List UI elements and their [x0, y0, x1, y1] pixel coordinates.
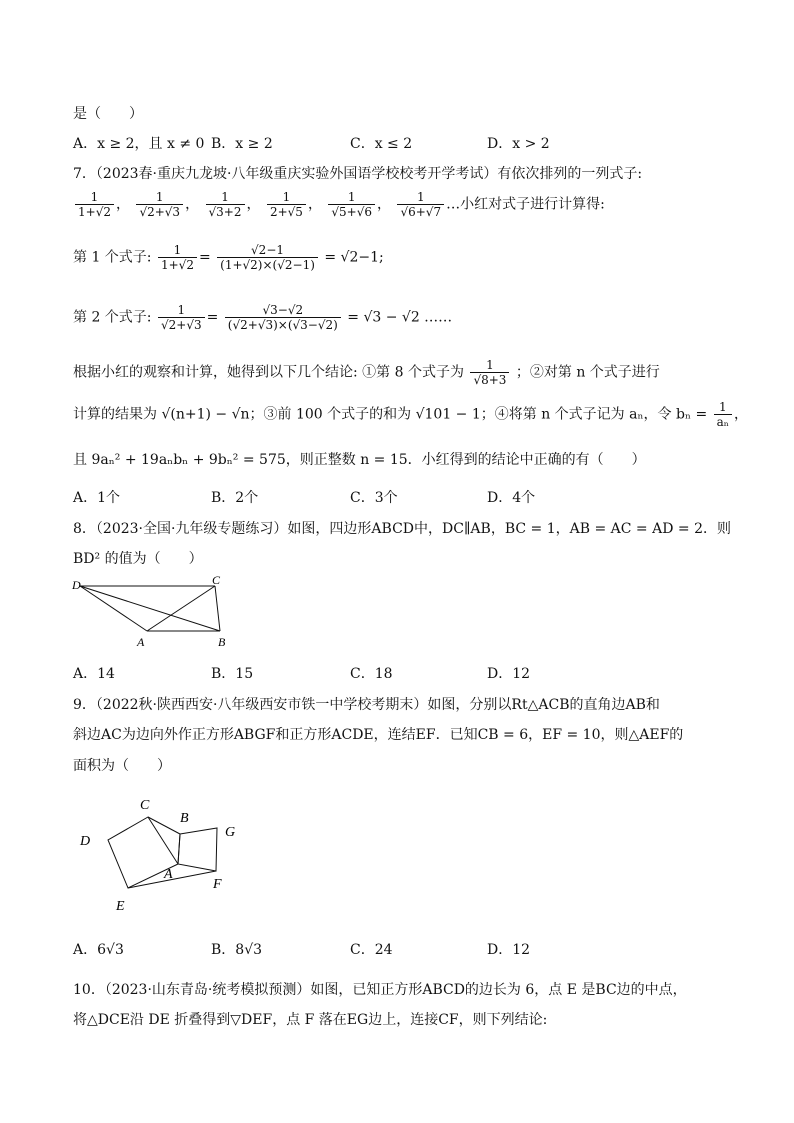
q8-stem-2: BD² 的值为（ ） — [73, 551, 203, 567]
q7-stem: 7．（2023春·重庆九龙坡·八年级重庆实验外国语学校校考开学考试）有依次排列的一列式子: — [73, 166, 643, 182]
q9-label-g: G — [225, 825, 236, 840]
q9-stem-2: 斜边AC为边向外作正方形ABGF和正方形ACDE，连结EF．已知CB = 6，EF = 10，则△AEF的 — [73, 727, 684, 743]
q10-stem-1: 10．（2023·山东青岛·统考模拟预测）如图，已知正方形ABCD的边长为 6，点 E 是BC边的中点， — [73, 982, 687, 998]
q7-calc1-label: 第 1 个式子: — [73, 249, 152, 266]
q7-calc2-label: 第 2 个式子: — [73, 309, 152, 326]
q9-edge-cb — [148, 817, 180, 834]
q8-diag-ac — [147, 586, 215, 631]
q9-label-e: E — [116, 899, 125, 914]
q10-stem-2: 将△DCE沿 DE 折叠得到▽DEF，点 F 落在EG边上，连接CF，则下列结论: — [73, 1012, 548, 1028]
q8-label-c: C — [212, 574, 221, 587]
q9-square-abgf — [178, 828, 217, 871]
q6-tail: 是（ ） — [73, 106, 143, 122]
q6-option-b[interactable]: B．x ≥ 2 — [211, 136, 273, 152]
q9-option-d[interactable]: D．12 — [487, 942, 531, 958]
q9-option-a[interactable]: A．6√3 — [73, 942, 124, 958]
q7-seq-2: $\frac{1}{√2+√3}$ — [136, 190, 183, 219]
q7-conclusion-2: 计算的结果为 √(n+1) − √n；③前 100 个式子的和为 √101 − 1；④将第 n 个式子记为 aₙ，令 bₙ = $\frac{1}{\text{aₙ}}$ ， — [73, 400, 749, 429]
q7-calc1-result: = √2−1; — [324, 249, 384, 266]
q7-seq-tail: …小红对式子进行计算得: — [446, 196, 605, 213]
q6-option-d[interactable]: D．x > 2 — [487, 136, 550, 152]
q7-option-d[interactable]: D．4个 — [487, 490, 536, 506]
q7-seq-6: $\frac{1}{√6+√7}$ — [397, 190, 444, 219]
q8-label-a: A — [137, 635, 145, 649]
q8-quadrilateral-figure — [70, 574, 240, 652]
q9-option-c[interactable]: C．24 — [350, 942, 393, 958]
q8-edge-cb — [215, 586, 220, 631]
q7-calc-2: 第 2 个式子: $\frac{1}{√2+√3}$ = $\frac{√3-√2}{(√2+√3)\times(√3-√2)}$ = √3 − √2 …… — [73, 303, 453, 332]
q8-stem-1: 8．（2023·全国·九年级专题练习）如图，四边形ABCD中，DC∥AB，BC = 1，AB = AC = AD = 2．则 — [73, 521, 731, 537]
q7-calc2-result: = √3 − √2 …… — [347, 309, 453, 326]
q9-label-c: C — [140, 798, 150, 813]
q8-edge-da — [80, 586, 147, 631]
q7-seq-3: $\frac{1}{√3+2}$ — [206, 190, 245, 219]
q7-calc-1: 第 1 个式子: $\frac{1}{1+√2}$ = $\frac{√2-1}{(1+√2)\times(√2-1)}$ = √2−1; — [73, 243, 384, 272]
q8-diag-db — [80, 586, 220, 631]
q7-seq-4: $\frac{1}{2+√5}$ — [267, 190, 306, 219]
q6-option-c[interactable]: C．x ≤ 2 — [350, 136, 413, 152]
q9-label-f: F — [213, 877, 222, 892]
q9-squares-figure — [70, 790, 250, 915]
q8-option-a[interactable]: A．14 — [73, 666, 115, 682]
q8-option-d[interactable]: D．12 — [487, 666, 531, 682]
q7-seq-1: $\frac{1}{1+√2}$ — [75, 190, 114, 219]
q7-conclusion-1: 根据小红的观察和计算，她得到以下几个结论: ①第 8 个式子为 $\frac{1}{√8+3}$ ；②对第 n 个式子进行 — [73, 358, 660, 387]
q6-option-a[interactable]: A．x ≥ 2，且 x ≠ 0 — [73, 136, 205, 152]
q8-label-d: D — [72, 578, 81, 592]
q7-option-a[interactable]: A．1个 — [73, 490, 121, 506]
q7-seq-5: $\frac{1}{√5+√6}$ — [328, 190, 375, 219]
q7-option-b[interactable]: B．2个 — [211, 490, 259, 506]
q9-option-b[interactable]: B．8√3 — [211, 942, 263, 958]
q9-stem-1: 9．（2022秋·陕西西安·八年级西安市铁一中学校考期末）如图，分别以Rt△ACB的直角边AB和 — [73, 697, 660, 713]
q8-option-c[interactable]: C．18 — [350, 666, 393, 682]
q9-stem-3: 面积为（ ） — [73, 758, 171, 774]
q9-label-d: D — [80, 834, 91, 849]
q8-label-b: B — [218, 635, 226, 649]
q9-label-a: A — [164, 867, 173, 882]
q7-conclusion-3: 且 9aₙ² + 19aₙbₙ + 9bₙ² = 575，则正整数 n = 15．小红得到的结论中正确的有（ ） — [73, 452, 646, 468]
q9-label-b: B — [180, 811, 189, 826]
q7-sequence: $\frac{1}{1+√2}$ ， $\frac{1}{√2+√3}$ ， $\frac{1}{√3+2}$ ， $\frac{1}{2+√5}$ ， $\frac{1}{√5+√6}$ ， $\frac{1}{√6+√7}$ …小红对式子进行计算得: — [73, 190, 605, 219]
q7-option-c[interactable]: C．3个 — [350, 490, 398, 506]
q8-option-b[interactable]: B．15 — [211, 666, 254, 682]
